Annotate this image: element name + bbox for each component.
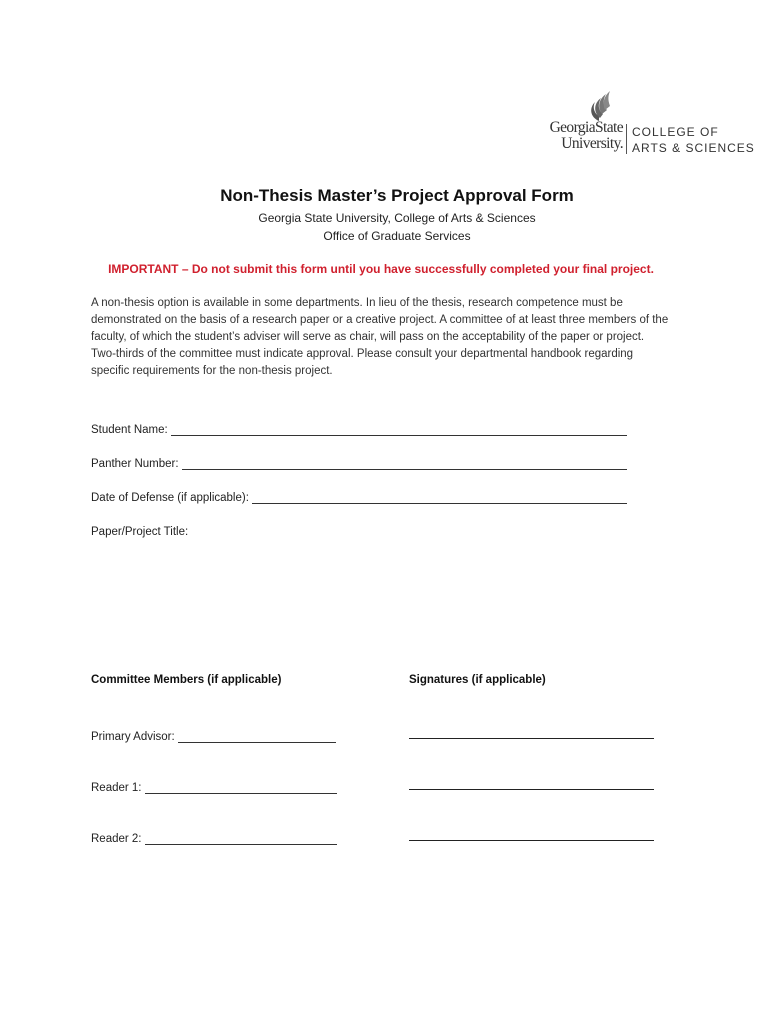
form-subtitle-office: Office of Graduate Services: [323, 229, 471, 243]
panther-number-input-line[interactable]: [182, 456, 627, 470]
intro-line: A non-thesis option is available in some departments. In lieu of the thesis, research competence must be: [91, 297, 623, 309]
gsu-college-logo: [537, 90, 755, 160]
reader2-field[interactable]: [91, 827, 337, 845]
reader2-input-line[interactable]: [145, 831, 337, 845]
logo-divider: [626, 124, 627, 154]
form-subtitle-university: Georgia State University, College of Arts & Sciences: [258, 211, 536, 225]
panther-number-field[interactable]: [91, 452, 627, 470]
committee-members-heading: Committee Members (if applicable): [91, 674, 282, 686]
student-name-field[interactable]: [91, 418, 627, 436]
panther-number-label: Panther Number:: [91, 458, 179, 470]
project-title-field[interactable]: [91, 520, 391, 538]
intro-line: demonstrated on the basis of a research paper or a creative project. A committee of at least three members of the: [91, 314, 669, 326]
form-title: Non-Thesis Master’s Project Approval Form: [220, 186, 574, 205]
wordmark-line-2: University.: [561, 135, 623, 152]
reader1-label: Reader 1:: [91, 782, 142, 794]
college-line-1: COLLEGE OF: [632, 125, 719, 139]
date-of-defense-field[interactable]: [91, 486, 627, 504]
reader2-label: Reader 2:: [91, 833, 142, 845]
wordmark-line-1: GeorgiaState: [549, 119, 623, 136]
reader1-input-line[interactable]: [145, 780, 337, 794]
college-name: [632, 124, 755, 156]
primary-advisor-label: Primary Advisor:: [91, 731, 175, 743]
project-title-label: Paper/Project Title:: [91, 526, 189, 538]
primary-advisor-input-line[interactable]: [178, 729, 336, 743]
intro-line: faculty, of which the student’s adviser will serve as chair, will pass on the acceptability of the paper or project.: [91, 331, 645, 343]
student-name-input-line[interactable]: [171, 422, 627, 436]
gsu-flame-logo-icon: [586, 90, 612, 122]
date-of-defense-label: Date of Defense (if applicable):: [91, 492, 249, 504]
signatures-heading: Signatures (if applicable): [409, 674, 546, 686]
university-wordmark: [537, 120, 623, 152]
intro-line: specific requirements for the non-thesis project.: [91, 365, 333, 377]
reader1-field[interactable]: [91, 776, 337, 794]
reader1-signature-line[interactable]: [409, 789, 654, 790]
intro-paragraph: [91, 295, 691, 380]
primary-advisor-signature-line[interactable]: [409, 738, 654, 739]
date-of-defense-input-line[interactable]: [252, 490, 627, 504]
intro-line: Two-thirds of the committee must indicate approval. Please consult your departmental handbook regarding: [91, 348, 634, 360]
important-notice: IMPORTANT – Do not submit this form until you have successfully completed your final project.: [108, 262, 654, 276]
primary-advisor-field[interactable]: [91, 725, 336, 743]
student-name-label: Student Name:: [91, 424, 168, 436]
reader2-signature-line[interactable]: [409, 840, 654, 841]
college-line-2: ARTS & SCIENCES: [632, 141, 755, 155]
